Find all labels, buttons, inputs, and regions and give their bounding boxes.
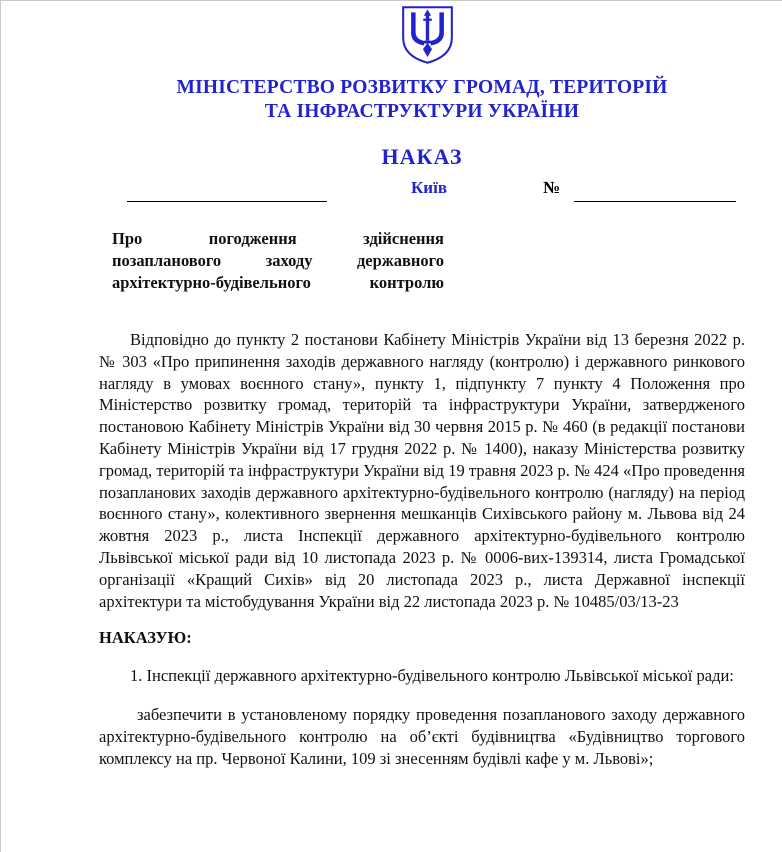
date-number-row <box>99 175 746 211</box>
document-type-title: НАКАЗ <box>381 144 463 169</box>
preamble-paragraph: Відповідно до пункту 2 постанови Кабінету Міністрів України від 13 березня 2022 р. № 303 «Про припинення заходів державного нагляду (контролю) і державного ринкового нагляду в умовах воєнного стану», пункту 1, підпункту 7 пункту 4 Положення про Міністерство розвитку громад, територій та інфраструктури України, затвердженого постановою Кабінету Міністрів України від 30 червня 2015 р. № 460 (в редакції постанови Кабінету Міністрів України від 17 грудня 2022 р. № 1400), наказу Міністерства розвитку громад, територій та інфраструктури України від 19 травня 2023 р. № 424 «Про проведення позапланових заходів державного архітектурно-будівельного контролю (нагляду) на період воєнного стану», колективного звернення мешканців Сихівського району м. Львова від 24 жовтня 2023 р., листа Інспекції державного архітектурно-будівельного контролю Львівської міської ради від 10 листопада 2023 р. № 0006-вих-139314, листа Громадської організації «Кращий Сихів» від 20 листопада 2023 р., листа Державної інспекції архітектури та містобудування України від 22 листопада 2023 р. № 10485/03/13-23 <box>99 330 745 611</box>
date-blank-line <box>127 201 327 202</box>
order-item-1-measure: забезпечити в установленому порядку проведення позапланового заходу державного архітектурно-будівельного контролю на об’єкті будівництва «Будівництво торгового комплексу на пр. Червоної Калини, 109 зі знесенням будівлі кафе у м. Львові»; <box>99 705 745 768</box>
emblem-container <box>99 5 746 65</box>
order-item-1: 1. Інспекції державного архітектурно-будівельного контролю Львівської міської ради: <box>130 666 734 686</box>
subject-paragraph <box>112 228 444 294</box>
ministry-name <box>99 76 745 124</box>
ministry-name-line2: ТА ІНФРАСТРУКТУРИ УКРАЇНИ <box>264 101 580 122</box>
number-label: № <box>543 178 561 197</box>
number-blank-line <box>574 201 736 202</box>
subject-line: Про погодження здійснення <box>112 229 444 248</box>
subject-line: архітектурно-будівельного контролю <box>112 273 444 292</box>
ministry-name-line1: МІНІСТЕРСТВО РОЗВИТКУ ГРОМАД, ТЕРИТОРІЙ <box>176 77 668 98</box>
subject-line: позапланового заходу державного <box>112 251 444 270</box>
order-heading: НАКАЗУЮ: <box>99 628 192 648</box>
city-label: Київ <box>410 178 448 197</box>
ukraine-trident-icon <box>399 5 456 65</box>
